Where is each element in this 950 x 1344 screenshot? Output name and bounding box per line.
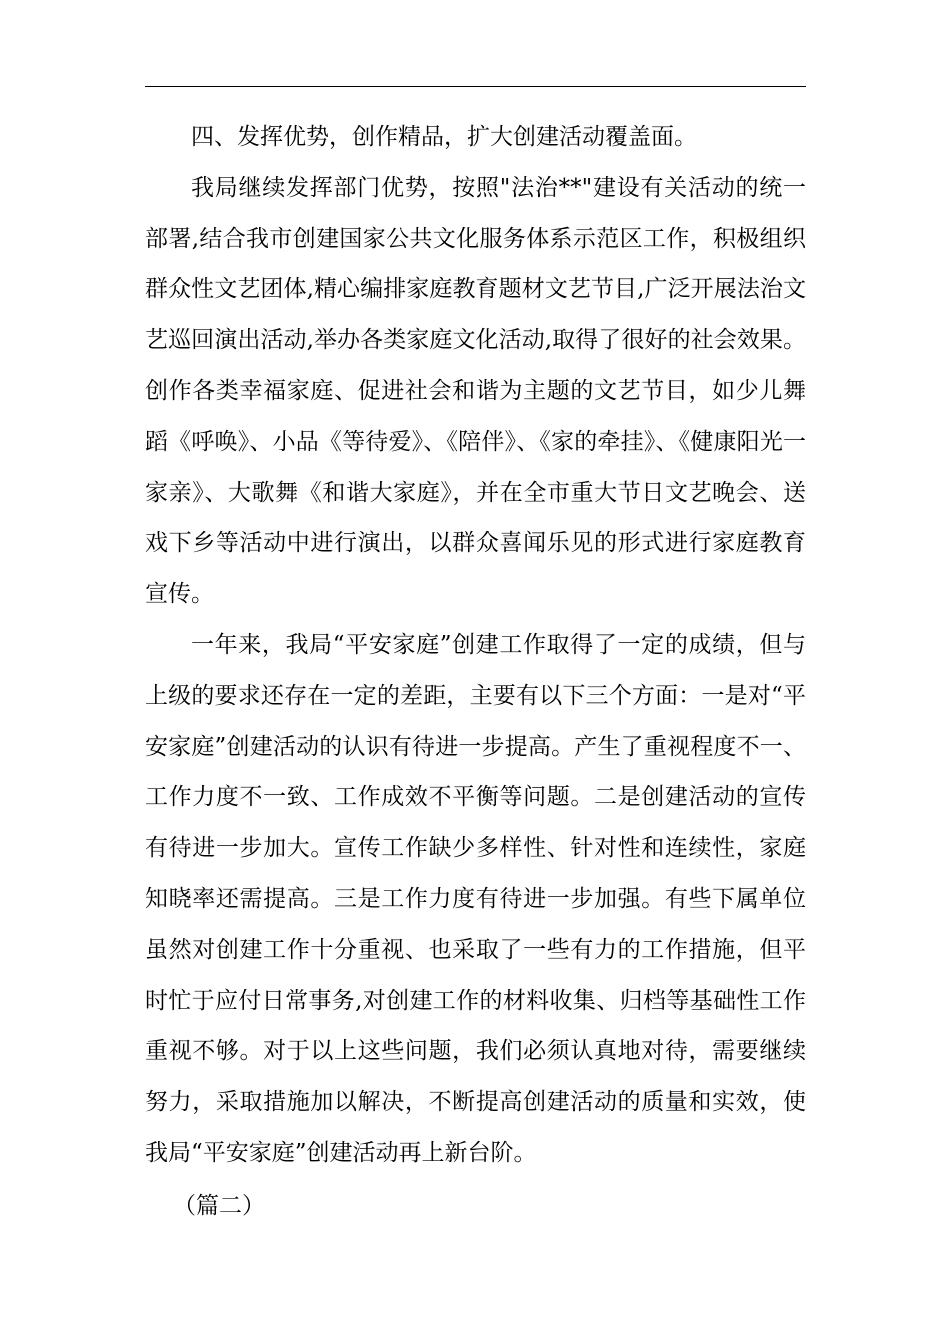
section-label: （篇二） xyxy=(173,1192,265,1219)
paragraph-creative-works: 我局继续发挥部门优势，按照"法治**"建设有关活动的统一部署,结合我市创建国家公共文化服务体系示范区工作，积极组织群众性文艺团体,精心编排家庭教育题材文艺节目,广泛开展法治文艺巡回演出活动,举办各类家庭文化活动,取得了很好的社会效果。创作各类幸福家庭、促进社会和谐为主题的文艺节目，如少儿舞蹈《呼唤》、小品《等待爱》、《陪伴》、《家的牵挂》、《健康阳光一家亲》、大歌舞《和谐大家庭》，并在全市重大节日文艺晚会、送戏下乡等活动中进行演出，以群众喜闻乐见的形式进行家庭教育宣传。 xyxy=(145,174,806,608)
document-body xyxy=(145,112,806,1232)
header-rule xyxy=(145,86,806,87)
paragraph-section-heading: 四、发挥优势，创作精品，扩大创建活动覆盖面。 xyxy=(191,124,697,150)
paragraph-shortcomings: 一年来，我局“平安家庭”创建工作取得了一定的成绩，但与上级的要求还存在一定的差距，主要有以下三个方面：一是对“平安家庭”创建活动的认识有待进一步提高。产生了重视程度不一、工作力度不一致、工作成效不平衡等问题。二是创建活动的宣传有待进一步加大。宣传工作缺少多样性、针对性和连续性，家庭知晓率还需提高。三是工作力度有待进一步加强。有些下属单位虽然对创建工作十分重视、也采取了一些有力的工作措施，但平时忙于应付日常事务,对创建工作的材料收集、归档等基础性工作重视不够。对于以上这些问题，我们必须认真地对待，需要继续努力，采取措施加以解决，不断提高创建活动的质量和实效，使我局“平安家庭”创建活动再上新台阶。 xyxy=(145,631,806,1166)
